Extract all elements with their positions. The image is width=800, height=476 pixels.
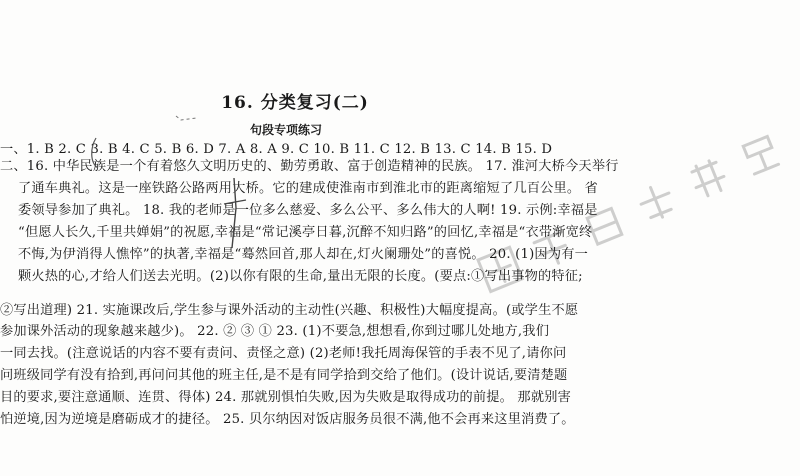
- answer-line-2: 二、16. 中华民族是一个有着悠久文明历史的、勤劳勇敢、富于创造精神的民族。 17. 淮河大桥今天举行: [0, 159, 619, 174]
- answer-line-9: 参加课外活动的现象越来越少)。 22. ② ③ ① 23. (1)不要急,想想看,你到过哪儿处地方,我们: [0, 324, 550, 339]
- answer-line-4: 委领导参加了典礼。 18. 我的老师是一位多么慈爱、多么公平、多么伟大的人啊! 19. 示例:幸福是: [18, 203, 598, 218]
- page-title: 16. 分类复习(二): [221, 93, 369, 113]
- answer-line-10: 一同去找。(注意说话的内容不要有责问、责怪之意) (2)老师!我托周海保管的手表不见了,请你问: [0, 346, 567, 361]
- answer-line-13: 怕逆境,因为逆境是磨砺成才的捷径。 25. 贝尔纳因对饭店服务员很不满,他不会再来这里消费了。: [0, 412, 575, 427]
- answer-line-6: 不悔,为伊消得人憔悴”的执著,幸福是“蓦然回首,那人却在,灯火阑珊处”的喜悦。 20. (1)因为有一: [18, 247, 588, 262]
- answer-line-3: 了通车典礼。这是一座铁路公路两用大桥。它的建成使淮南市到淮北市的距离缩短了几百公里。 省: [18, 181, 599, 196]
- answer-line-7: 颗火热的心,才给人们送去光明。(2)以你有限的生命,量出无限的长度。(要点:①写出事物的特征;: [18, 269, 583, 284]
- answer-line-12: 目的要求,要注意通顺、连贯、得体) 24. 那就别惧怕失败,因为失败是取得成功的前提。 那就别害: [0, 390, 571, 405]
- section-heading: 句段专项练习: [249, 123, 322, 137]
- answer-line-11: 问班级同学有没有拾到,再问问其他的班主任,是不是有同学拾到交给了他们。(设计说话,要清楚题: [0, 368, 568, 383]
- answer-line-5: “但愿人长久,千里共婵娟”的祝愿,幸福是“常记溪亭日暮,沉醉不知归路”的回忆,幸福是“衣带渐宽终: [18, 225, 593, 240]
- answer-line-8: ②写出道理) 21. 实施课改后,学生参与课外活动的主动性(兴趣、积极性)大幅度提高。(或学生不愿: [0, 303, 579, 318]
- answer-line-1: 一、1. B 2. C 3. B 4. C 5. B 6. D 7. A 8. A 9. C 10. B 11. C 12. B 13. C 14. B 15. D: [0, 142, 553, 157]
